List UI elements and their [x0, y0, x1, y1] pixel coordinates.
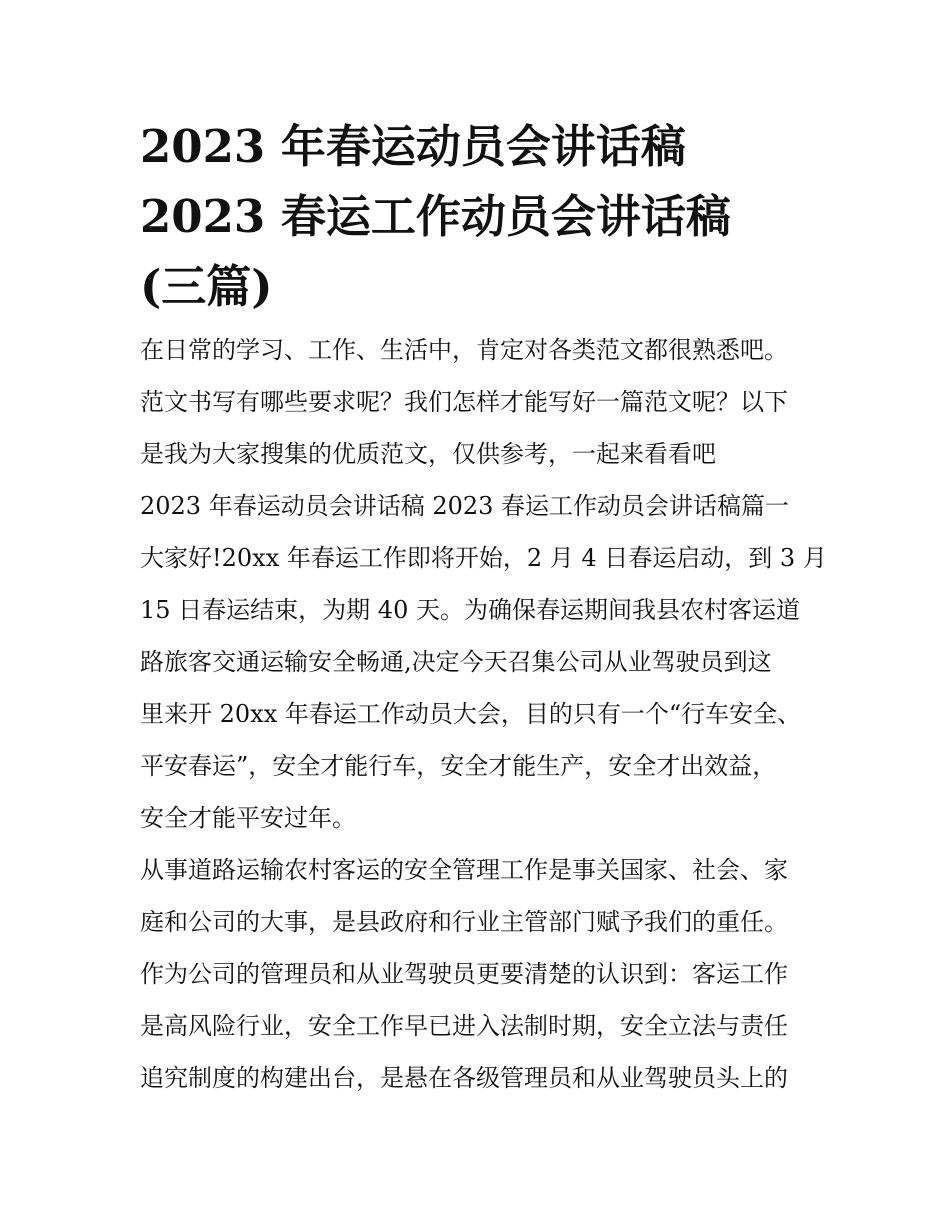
- text-line: 大家好!20xx 年春运工作即将开始，2 月 4 日春运启动，到 3 月: [140, 544, 827, 572]
- text-line: 平安春运”，安全才能行车，安全才能生产，安全才出效益，: [140, 752, 777, 780]
- text-line: 庭和公司的大事，是县政府和行业主管部门赋予我们的重任。: [140, 908, 788, 936]
- text-line: 安全才能平安过年。: [140, 804, 356, 832]
- document-page: [140, 112, 827, 1104]
- title-line: (三篇): [140, 260, 273, 313]
- body-paragraph: [140, 532, 827, 844]
- text-line: 范文书写有哪些要求呢？我们怎样才能写好一篇范文呢？以下: [140, 388, 788, 416]
- text-line: 是高风险行业，安全工作早已进入法制时期，安全立法与责任: [140, 1012, 788, 1040]
- title-line: 2023 年春运动员会讲话稿: [140, 120, 686, 173]
- title-line: 2023 春运工作动员会讲话稿: [140, 190, 731, 243]
- text-line: 2023 年春运动员会讲话稿 2023 春运工作动员会讲话稿篇一: [140, 492, 790, 520]
- text-line: 在日常的学习、工作、生活中，肯定对各类范文都很熟悉吧。: [140, 336, 788, 364]
- text-line: 追究制度的构建出台，是悬在各级管理员和从业驾驶员头上的: [140, 1064, 788, 1092]
- text-line: 15 日春运结束，为期 40 天。为确保春运期间我县农村客运道: [140, 596, 800, 624]
- text-line: 里来开 20xx 年春运工作动员大会，目的只有一个“行车安全、: [140, 700, 802, 728]
- text-line: 作为公司的管理员和从业驾驶员更要清楚的认识到：客运工作: [140, 960, 788, 988]
- text-line: 路旅客交通运输安全畅通,决定今天召集公司从业驾驶员到这: [140, 648, 772, 676]
- document-body: [140, 324, 827, 1104]
- document-title: [140, 112, 820, 322]
- section-heading: [140, 480, 820, 532]
- body-paragraph: [140, 844, 820, 1104]
- intro-paragraph: [140, 324, 820, 480]
- text-line: 从事道路运输农村客运的安全管理工作是事关国家、社会、家: [140, 856, 788, 884]
- text-line: 是我为大家搜集的优质范文，仅供参考，一起来看看吧: [140, 440, 716, 468]
